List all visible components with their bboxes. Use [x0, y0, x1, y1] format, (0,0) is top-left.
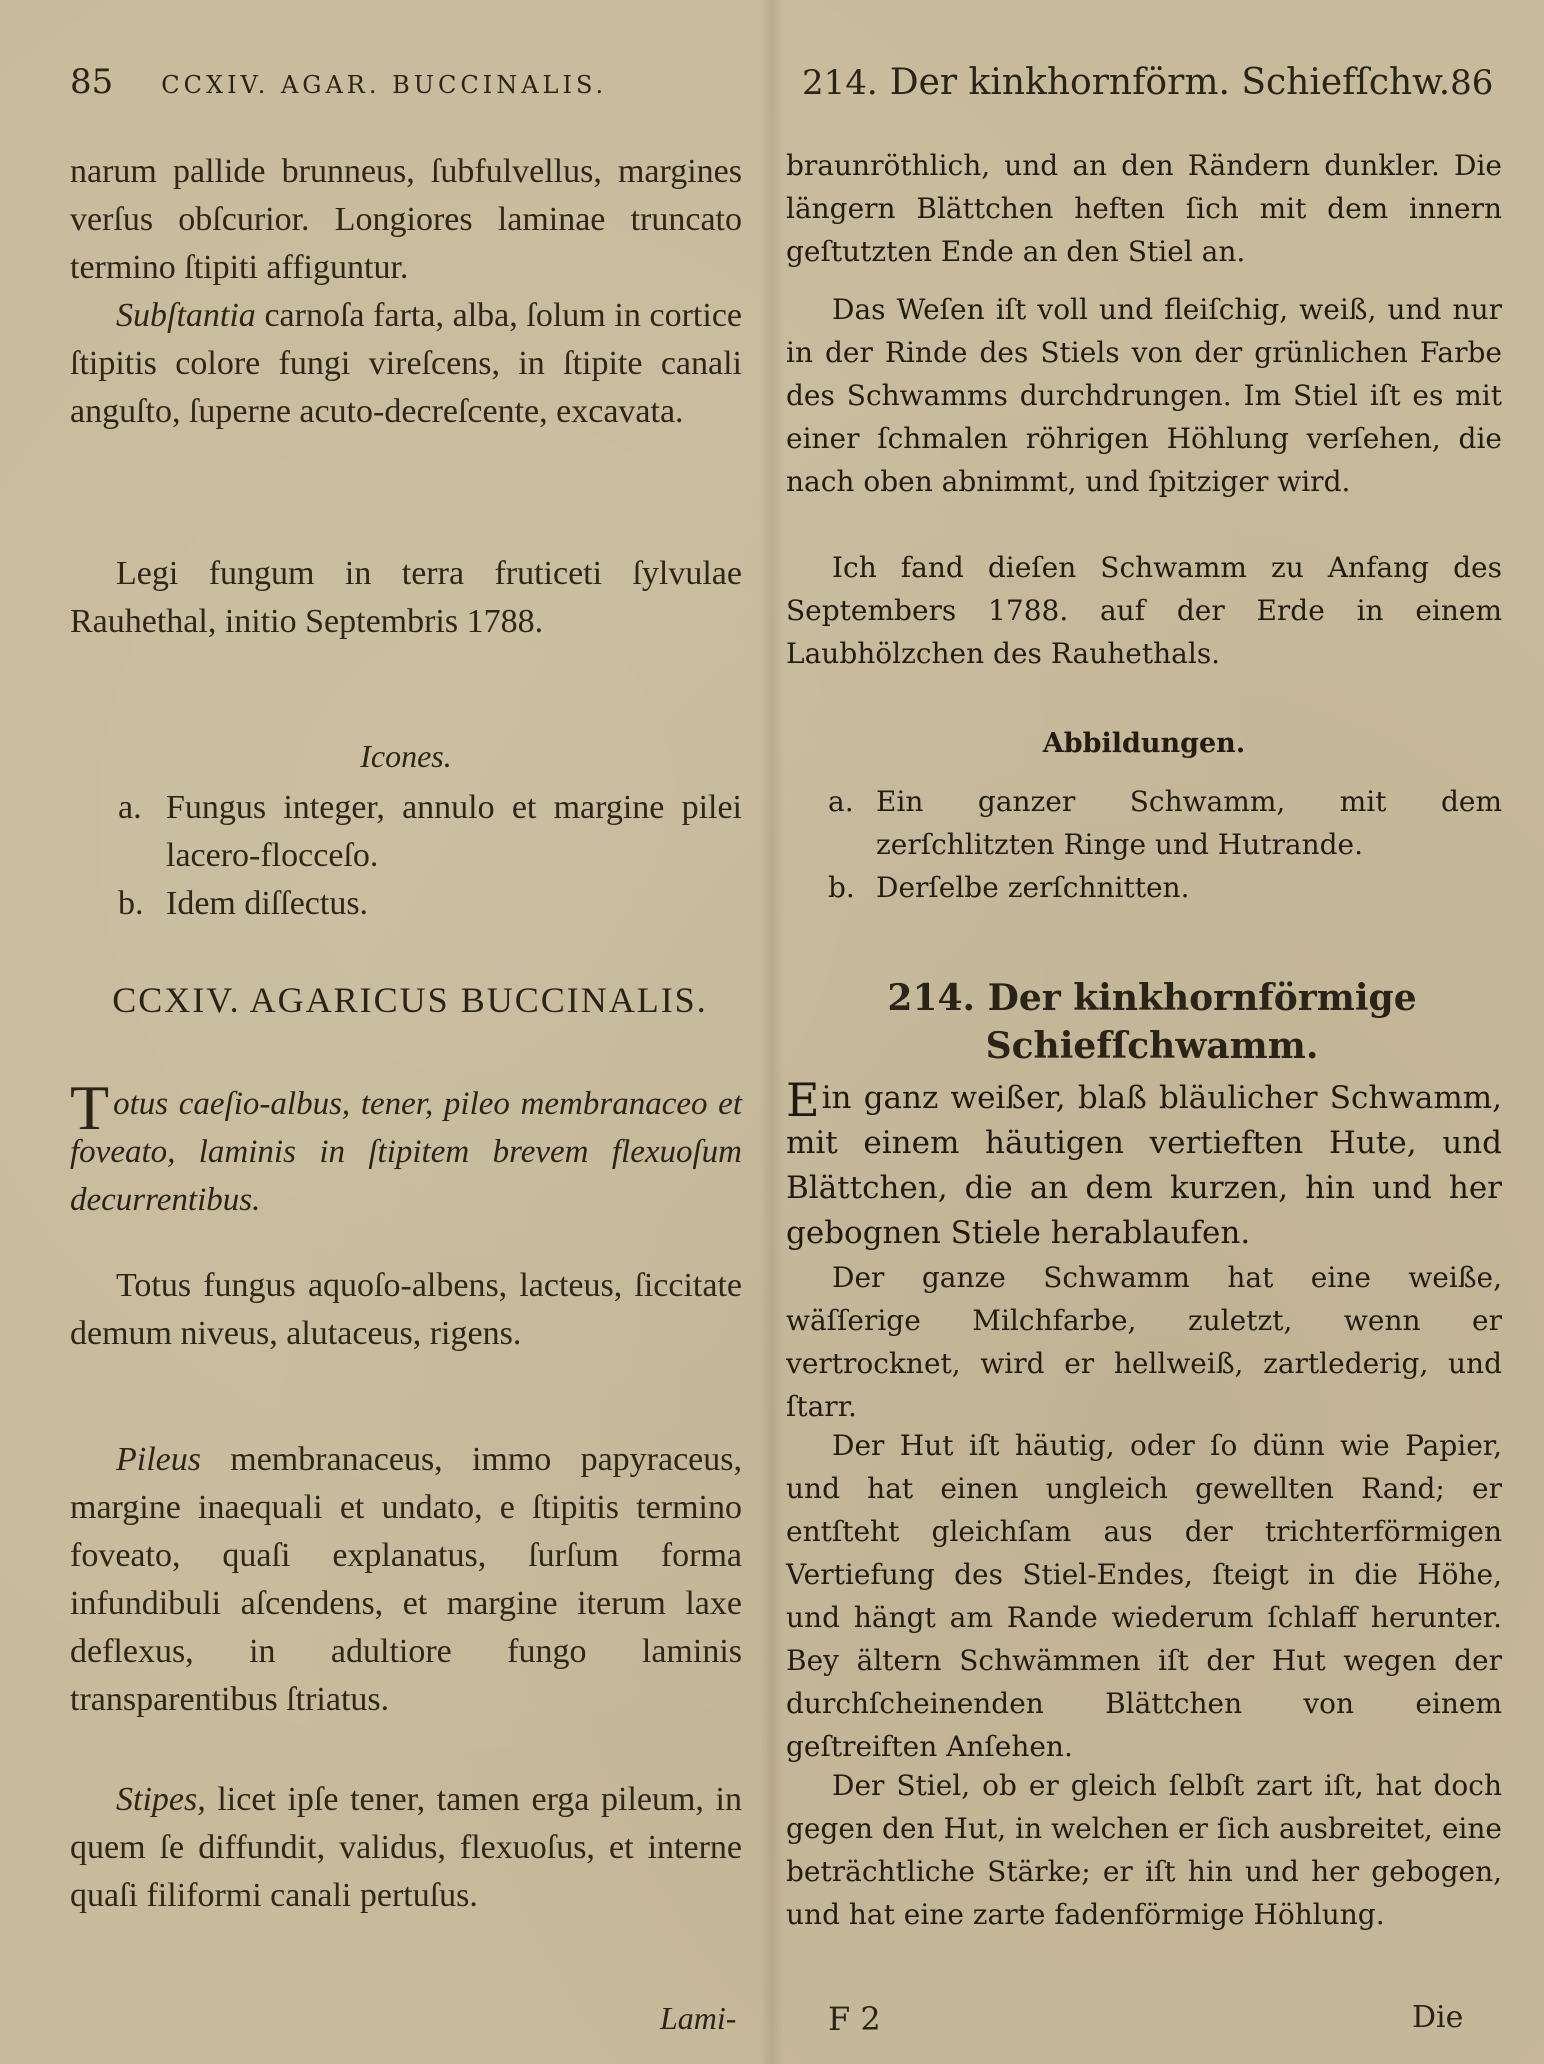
right-paragraph-4: [786, 1256, 1502, 1428]
list-item: a. Ein ganzer Schwamm, mit dem zerſchlitzten Ringe und Hutrande.: [828, 785, 1502, 861]
right-diagnosis: [786, 1073, 1502, 1256]
left-diagnosis: [70, 1072, 742, 1224]
right-running-head: [802, 62, 1492, 112]
left-paragraph-6: [70, 1776, 742, 1920]
right-page-number: 86: [1450, 63, 1494, 103]
left-p2-text: carnoſa farta, alba, ſolum in cortice ſtipitis colore fungi vireſcens, in ſtipite canali anguſto, ſuperne acuto-decreſcente, excavata.: [70, 297, 742, 430]
right-abbildungen-title: Abbildungen.: [1042, 728, 1246, 759]
right-paragraph-2: [786, 288, 1502, 503]
left-p6-text: licet ipſe tener, tamen erga pileum, in quem ſe diffundit, validus, flexuoſus, et interne quaſi filiformi canali pertuſus.: [70, 1781, 742, 1914]
list-item: b. Idem diſſectus.: [118, 885, 369, 922]
list-item: a. Fungus integer, annulo et margine pilei lacero-flocceſo.: [118, 789, 742, 874]
left-p1-text: narum pallide brunneus, ſubfulvellus, margines verſus obſcurior. Longiores laminae truncato termino ſtipiti affiguntur.: [70, 153, 742, 286]
right-p4-text: Der ganze Schwamm hat eine weiße, wäſſerige Milchfarbe, zuletzt, wenn er vertrocknet, wird er hellweiß, zartlederig, und ſtarr.: [786, 1261, 1502, 1423]
right-catchword: Die: [1412, 2000, 1464, 2035]
right-page: [772, 0, 1544, 2064]
right-abbildungen-list: [828, 780, 1502, 909]
left-p2-label: Subſtantia: [116, 297, 256, 334]
left-icones-list: [118, 784, 742, 928]
right-p3-text: Ich fand dieſen Schwamm zu Anfang des Septembers 1788. auf der Erde in einem Laubhölzchen des Rauhethals.: [786, 551, 1502, 670]
right-signature-mark: F 2: [828, 2000, 881, 2038]
left-diagnosis-text: otus caeſio-albus, tener, pileo membranaceo et foveato, laminis in ſtipitem brevem flexuoſum decurrentibus.: [70, 1086, 742, 1218]
left-page-number: 85: [70, 62, 114, 102]
right-p6-text: Der Stiel, ob er gleich ſelbſt zart iſt, hat doch gegen den Hut, in welchen er ſich ausbreitet, eine beträchtliche Stärke; er iſt hin und her gebogen, und hat eine zarte fadenförmige Höhlung.: [786, 1769, 1502, 1931]
left-p6-label: Stipes,: [116, 1781, 206, 1818]
right-running-title: Der kinkhornförm. Schiefſchw.: [889, 62, 1451, 103]
right-p5-text: Der Hut iſt häutig, oder ſo dünn wie Papier, und hat einen ungleich gewellten Rand; er entſteht gleichſam aus der trichterförmigen Vertiefung des Stiel-Endes, ſteigt in die Höhe, und hängt am Rande wiederum ſchlaff herunter. Bey ältern Schwämmen iſt der Hut wegen der durchſcheinenden Blättchen von einem geſtreiften Anſehen.: [786, 1429, 1502, 1763]
left-running-head: [70, 62, 750, 112]
left-drop-initial: T: [70, 1072, 110, 1143]
left-running-title: CCXIV. AGAR. BUCCINALIS.: [161, 71, 608, 99]
right-paragraph-6: [786, 1764, 1502, 1936]
right-section-heading: 214. Der kinkhornförmige Schiefſchwamm.: [887, 977, 1417, 1067]
left-section-heading: CCXIV. AGARICUS BUCCINALIS.: [112, 980, 708, 1020]
list-item: b. Derſelbe zerſchnitten.: [828, 871, 1190, 904]
right-paragraph-1: [786, 144, 1502, 273]
left-p5-text: membranaceus, immo papyraceus, margine inaequali et undato, e ſtipitis termino foveato, quaſi explanatus, ſurſum forma infundibuli aſcendens, et margine iterum laxe deflexus, in adultiore fungo laminis transparentibus ſtriatus.: [70, 1441, 742, 1718]
right-paragraph-5: [786, 1424, 1502, 1768]
left-p4-text: Totus fungus aquoſo-albens, lacteus, ſiccitate demum niveus, alutaceus, rigens.: [70, 1267, 742, 1352]
left-icones-title: Icones.: [360, 738, 452, 774]
left-catchword: Lami-: [660, 2000, 737, 2036]
right-diagnosis-text: in ganz weißer, blaß bläulicher Schwamm, mit einem häutigen vertieften Hute, und Blättchen, die an dem kurzen, hin und her gebognen Stiele herablaufen.: [786, 1080, 1502, 1251]
left-paragraph-1: [70, 148, 742, 292]
left-paragraph-2: [70, 292, 742, 436]
right-paragraph-3: [786, 546, 1502, 675]
right-p1-text: braunröthlich, und an den Rändern dunkler. Die längern Blättchen heften ſich mit dem innern geſtutzten Ende an den Stiel an.: [786, 149, 1502, 268]
left-p5-label: Pileus: [116, 1441, 201, 1478]
right-section-number: 214.: [802, 63, 878, 103]
left-p3-text: Legi fungum in terra fruticeti ſylvulae Rauhethal, initio Septembris 1788.: [70, 555, 742, 640]
left-paragraph-4: [70, 1262, 742, 1358]
right-drop-initial: E: [786, 1073, 820, 1127]
left-paragraph-5: [70, 1436, 742, 1724]
left-paragraph-3: [70, 550, 742, 646]
right-p2-text: Das Weſen iſt voll und fleiſchig, weiß, und nur in der Rinde des Stiels von der grünlichen Farbe des Schwamms durchdrungen. Im Stiel iſt es mit einer ſchmalen röhrigen Höhlung verſehen, die nach oben abnimmt, und ſpitziger wird.: [786, 293, 1502, 498]
